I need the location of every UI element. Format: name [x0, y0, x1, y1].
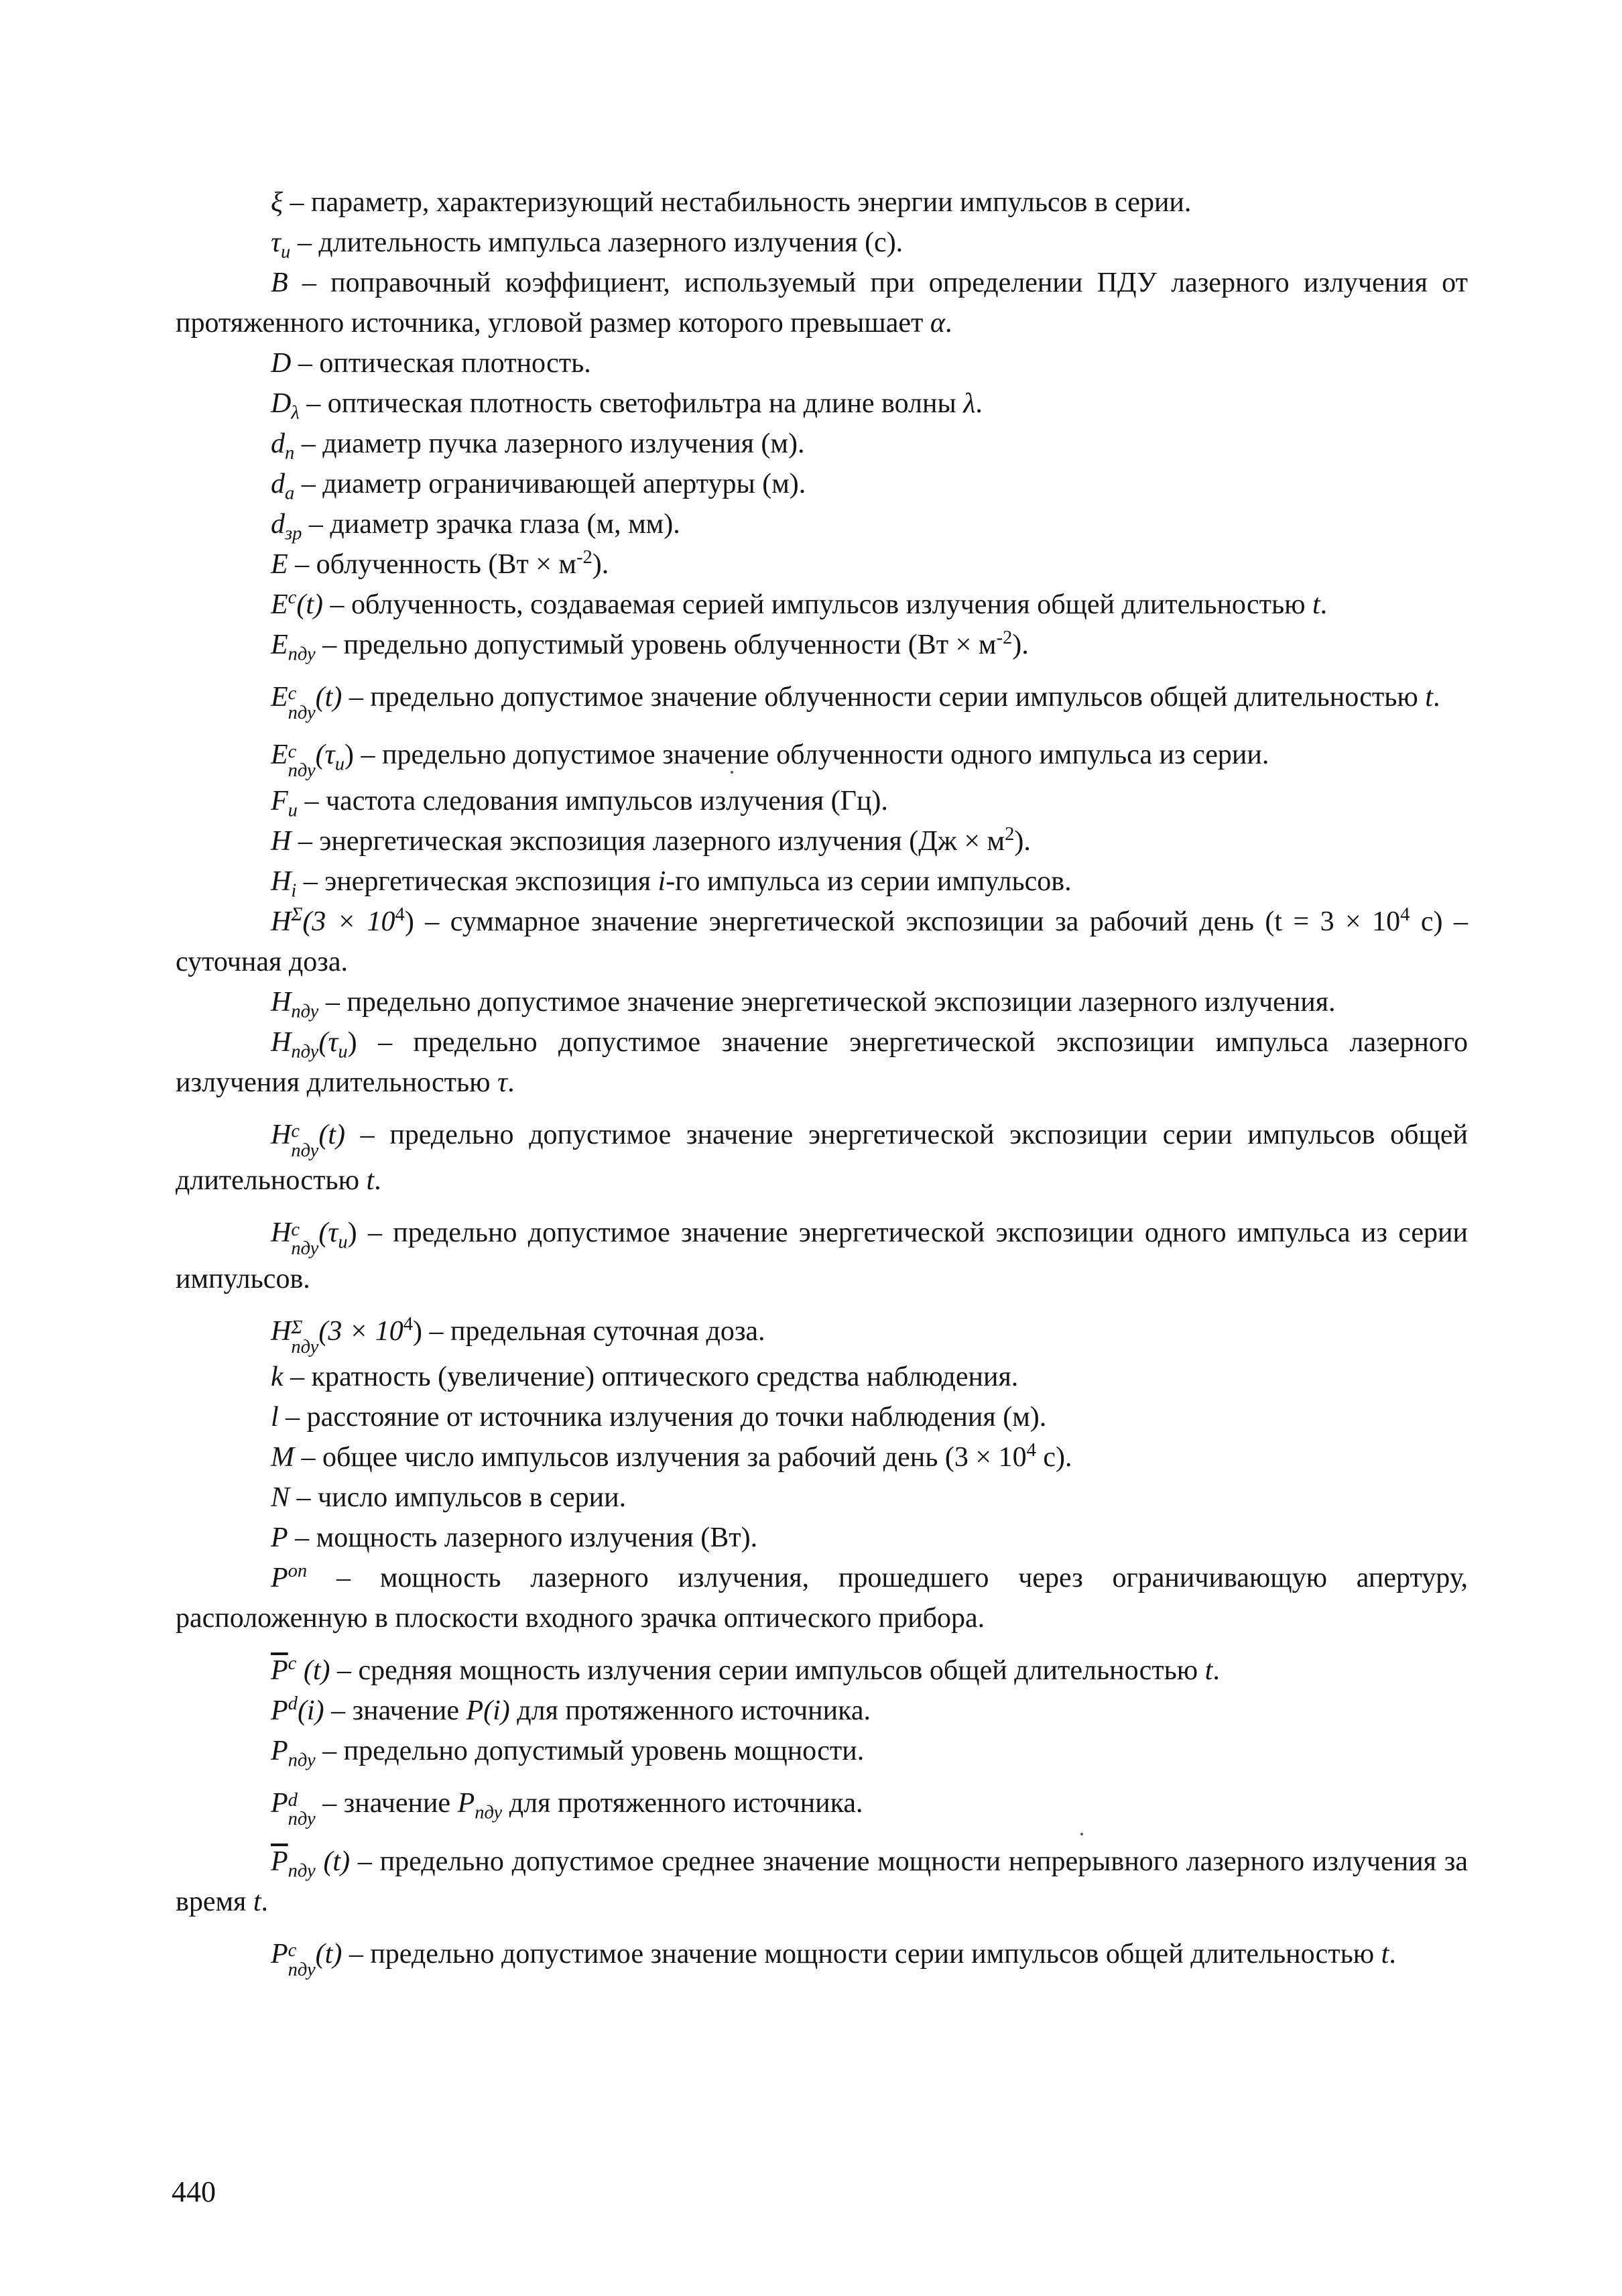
symbol-subscript: пду: [288, 760, 316, 782]
unit-exponent: 4: [1026, 1440, 1036, 1461]
symbol-subscript: i: [291, 880, 297, 902]
argument-subscript: и: [334, 753, 345, 775]
entry-definition: – частота следования импульсов излучения (Гц).: [297, 785, 888, 817]
symbol-subscript: пду: [291, 1336, 319, 1357]
entry-symbol: P: [271, 1736, 288, 1767]
entry-definition: – предельно допустимый уровень облученности (Вт × м: [315, 629, 997, 660]
entry-symbol: P: [271, 1563, 288, 1594]
symbol-subscript: пду: [288, 1860, 316, 1882]
symbol-indices: [291, 1122, 318, 1160]
definition-end: .: [261, 1886, 269, 1917]
inline-symbol: P(i): [466, 1695, 510, 1727]
entry-symbol: E: [271, 739, 288, 771]
symbol-indices: [288, 684, 316, 723]
entry-symbol: H: [271, 1217, 292, 1249]
glossary-entry: [176, 1518, 1468, 1558]
glossary-entry: [176, 1783, 1468, 1829]
entry-symbol: d: [271, 509, 285, 540]
symbol-subscript: пду: [288, 1750, 316, 1771]
entry-definition: – поправочный коэффициент, используемый при определении ПДУ лазерного излучения от протяженного источника, угловой размер которого превышает: [176, 267, 1468, 339]
symbols-glossary: [176, 182, 1468, 1980]
symbol-subscript: п: [285, 442, 295, 464]
entry-definition: – длительность импульса лазерного излучения (с).: [290, 227, 903, 258]
glossary-entry: [176, 1311, 1468, 1357]
definition-end: ).: [1012, 629, 1029, 660]
argument-superscript: 4: [403, 1313, 413, 1335]
entry-definition: – диаметр пучка лазерного излучения (м).: [294, 428, 805, 459]
glossary-entry: [176, 544, 1468, 585]
entry-symbol: H: [271, 1315, 292, 1347]
argument-subscript: и: [338, 1231, 348, 1253]
entry-definition: – предельно допустимое значение мощности серии импульсов общей длительностью: [342, 1938, 1381, 1970]
entry-definition: – оптическая плотность светофильтра на длине волны: [299, 388, 964, 419]
entry-symbol: N: [271, 1482, 290, 1514]
glossary-entry: [176, 1213, 1468, 1298]
inline-symbol: t: [1204, 1655, 1213, 1687]
entry-symbol: τ: [271, 227, 282, 258]
definition-end: с).: [1036, 1442, 1072, 1473]
inline-symbol: t: [366, 1165, 375, 1197]
entry-spacing: [176, 1922, 1468, 1934]
entry-definition: – облученность, создаваемая серией импульсов излучения общей длительностью: [322, 589, 1312, 620]
glossary-entry: [176, 735, 1468, 780]
symbol-superscript: c: [291, 1219, 300, 1240]
entry-definition: – диаметр зрачка глаза (м, мм).: [302, 509, 680, 540]
entry-symbol: H: [271, 1119, 292, 1150]
entry-definition: – оптическая плотность.: [291, 348, 591, 379]
inline-symbol: t: [253, 1886, 261, 1917]
symbol-argument: (t): [296, 589, 323, 620]
argument-subscript: и: [338, 1041, 348, 1063]
entry-symbol: H: [271, 906, 292, 937]
entry-spacing: [176, 665, 1468, 677]
argument-superscript: 4: [395, 904, 405, 925]
glossary-entry: [176, 1115, 1468, 1201]
entry-definition: – мощность лазерного излучения, прошедшего через ограничивающую апертуру, расположенную в плоскости входного зрачка оптического прибора.: [176, 1563, 1468, 1634]
symbol-subscript: и: [281, 241, 291, 263]
symbol-subscript: пду: [291, 1041, 319, 1063]
page-number: 440: [172, 2175, 216, 2208]
entry-symbol: D: [271, 388, 292, 419]
symbol-subscript: пду: [288, 1959, 316, 1980]
glossary-entry: [176, 182, 1468, 223]
entry-symbol: E: [271, 629, 288, 660]
symbol-subscript: пду: [288, 1809, 316, 1830]
symbol-superscript: c: [288, 1940, 297, 1961]
glossary-entry: [176, 1397, 1468, 1437]
symbol-superscript: d: [288, 1693, 298, 1715]
glossary-entry: [176, 1477, 1468, 1518]
definition-end: .: [975, 388, 983, 419]
entry-definition: – предельно допустимое значение облученности одного импульса из серии.: [353, 739, 1269, 771]
glossary-entry: [176, 1731, 1468, 1771]
entry-definition: – средняя мощность излучения серии импульсов общей длительностью: [330, 1655, 1205, 1687]
symbol-subscript: пду: [291, 1140, 319, 1161]
symbol-indices: [291, 1221, 318, 1259]
definition-end: .: [1320, 589, 1328, 620]
definition-end: .: [507, 1067, 515, 1098]
entry-definition: – параметр, характеризующий нестабильность энергии импульсов в серии.: [283, 187, 1192, 218]
entry-symbol: E: [271, 549, 288, 580]
definition-end: для протяженного источника.: [509, 1695, 871, 1727]
glossary-entry: [176, 1022, 1468, 1103]
entry-definition: – предельно допустимое среднее значение мощности непрерывного лазерного излучения за время: [176, 1846, 1468, 1917]
entry-definition: – мощность лазерного излучения (Вт).: [288, 1522, 758, 1554]
symbol-subscript: a: [285, 483, 295, 504]
glossary-entry: [176, 1691, 1468, 1731]
glossary-entry: [176, 464, 1468, 504]
entry-symbol: $\overline{P}$: [271, 1846, 288, 1877]
definition-end: .: [944, 308, 952, 339]
glossary-entry: [176, 263, 1468, 343]
entry-symbol: d: [271, 428, 285, 459]
entry-definition: – предельно допустимое значение энергетической экспозиции серии импульсов общей длительностью: [176, 1119, 1468, 1197]
symbol-subscript: пду: [288, 644, 316, 665]
entry-symbol: B: [271, 267, 288, 298]
glossary-entry: [176, 585, 1468, 625]
glossary-entry: [176, 861, 1468, 902]
scan-speck: [1080, 1833, 1083, 1835]
entry-definition: – предельно допустимое значение энергетической экспозиции лазерного излучения.: [318, 986, 1336, 1018]
symbol-superscript: c: [288, 587, 297, 608]
argument-close: ): [404, 906, 414, 937]
symbol-argument: (t): [296, 1655, 330, 1687]
entry-symbol: l: [271, 1402, 279, 1433]
entry-symbol: d: [271, 469, 285, 499]
entry-spacing: [176, 1201, 1468, 1213]
symbol-superscript: d: [288, 1789, 298, 1811]
entry-definition: – предельно допустимое значение энергетической экспозиции одного импульса из серии импульсов.: [176, 1217, 1468, 1294]
entry-definition: – диаметр ограничивающей апертуры (м).: [294, 469, 806, 499]
inline-symbol: t: [1312, 589, 1320, 620]
symbol-subscript: зр: [285, 523, 302, 544]
inline-symbol-subscript: пду: [475, 1802, 503, 1823]
glossary-entry: [176, 1558, 1468, 1638]
glossary-entry: [176, 821, 1468, 861]
entry-spacing: [176, 1829, 1468, 1841]
definition-end: -го импульса из серии импульсов.: [666, 865, 1072, 897]
glossary-entry: [176, 1841, 1468, 1922]
entry-symbol: H: [271, 1026, 292, 1058]
entry-definition: – значение: [324, 1695, 466, 1727]
entry-symbol: $\overline{P}$: [271, 1655, 288, 1687]
symbol-subscript: и: [288, 800, 298, 821]
entry-definition: – значение: [315, 1788, 458, 1819]
entry-definition: – предельно допустимое значение облученности серии импульсов общей длительностью: [342, 682, 1426, 713]
entry-symbol: ξ: [271, 187, 283, 218]
entry-symbol: D: [271, 348, 292, 379]
definition-end: ).: [592, 549, 609, 580]
glossary-entry: [176, 424, 1468, 464]
entry-spacing: [176, 723, 1468, 735]
inline-symbol: P: [457, 1788, 475, 1819]
entry-definition: – кратность (увеличение) оптического средства наблюдения.: [283, 1362, 1019, 1393]
glossary-entry: [176, 504, 1468, 544]
symbol-subscript: λ: [291, 402, 300, 424]
argument-close: ): [412, 1315, 422, 1347]
argument-close: ): [347, 1217, 357, 1249]
inline-symbol: t: [1425, 682, 1433, 713]
symbol-subscript: пду: [291, 1238, 319, 1260]
entry-symbol: P: [271, 1695, 288, 1727]
entry-definition: – облученность (Вт × м: [288, 549, 576, 580]
symbol-argument: (τ: [318, 1026, 338, 1058]
symbol-argument: (3 × 10: [318, 1315, 403, 1347]
symbol-argument: (t): [315, 682, 342, 713]
entry-symbol: H: [271, 865, 292, 897]
entry-definition: – предельно допустимый уровень мощности.: [315, 1736, 865, 1767]
inline-symbol: τ: [497, 1067, 508, 1098]
entry-symbol: M: [271, 1442, 294, 1473]
entry-definition: – энергетическая экспозиция лазерного излучения (Дж × м: [291, 825, 1005, 857]
symbol-superscript: Σ: [291, 904, 303, 925]
entry-symbol: E: [271, 682, 288, 713]
symbol-argument: (t): [315, 1938, 342, 1970]
entry-definition: – общее число импульсов излучения за рабочий день (3 × 10: [294, 1442, 1027, 1473]
entry-definition: – предельно допустимое значение энергетической экспозиции импульса лазерного излучения длительностью: [176, 1026, 1468, 1098]
symbol-superscript: c: [288, 1653, 297, 1675]
entry-spacing: [176, 1638, 1468, 1650]
definition-end: .: [1432, 682, 1440, 713]
argument-close: ): [344, 739, 354, 771]
symbol-indices: [288, 1791, 316, 1829]
glossary-entry: [176, 223, 1468, 263]
entry-definition: – суммарное значение энергетической экспозиции за рабочий день (t = 3 × 10: [414, 906, 1401, 937]
entry-spacing: [176, 1299, 1468, 1311]
symbol-argument: (3 × 10: [302, 906, 395, 937]
entry-spacing: [176, 1771, 1468, 1783]
symbol-superscript: c: [288, 741, 297, 762]
unit-exponent: 4: [1400, 904, 1410, 925]
entry-symbol: E: [271, 589, 288, 620]
entry-definition: – число импульсов в серии.: [290, 1482, 627, 1514]
definition-end: .: [374, 1165, 381, 1197]
symbol-argument: (τ: [318, 1217, 338, 1249]
symbol-superscript: c: [291, 1121, 300, 1142]
definition-end: ).: [1014, 825, 1031, 857]
symbol-argument: (τ: [315, 739, 335, 771]
symbol-subscript: пду: [288, 702, 316, 723]
symbol-superscript: Σ: [291, 1317, 303, 1339]
inline-symbol: λ: [963, 388, 976, 419]
entry-symbol: P: [271, 1788, 288, 1819]
argument-close: ): [347, 1026, 357, 1058]
symbol-argument: (t): [318, 1119, 346, 1150]
symbol-superscript: c: [288, 683, 297, 705]
glossary-entry: [176, 1357, 1468, 1397]
entry-symbol: P: [271, 1938, 288, 1970]
symbol-indices: [288, 1941, 316, 1980]
symbol-indices: [291, 1319, 318, 1357]
entry-symbol: k: [271, 1362, 284, 1393]
symbol-superscript: оп: [288, 1561, 308, 1582]
glossary-entry: [176, 383, 1468, 424]
entry-definition: – предельная суточная доза.: [422, 1315, 765, 1347]
glossary-entry: [176, 1437, 1468, 1477]
symbol-argument: (i): [297, 1695, 324, 1727]
unit-exponent: -2: [996, 627, 1013, 648]
inline-symbol: t: [1381, 1938, 1389, 1970]
symbol-argument: (t): [315, 1846, 351, 1877]
unit-exponent: 2: [1005, 823, 1015, 845]
inline-symbol: i: [658, 865, 666, 897]
entry-symbol: H: [271, 825, 292, 857]
glossary-entry: [176, 677, 1468, 723]
entry-definition: – расстояние от источника излучения до точки наблюдения (м).: [278, 1402, 1047, 1433]
symbol-subscript: пду: [291, 1001, 319, 1022]
glossary-entry: [176, 343, 1468, 383]
glossary-entry: [176, 781, 1468, 821]
entry-spacing: [176, 1103, 1468, 1115]
definition-end: с) – суточная доза.: [176, 906, 1468, 977]
glossary-entry: [176, 625, 1468, 665]
entry-symbol: H: [271, 986, 292, 1018]
glossary-entry: [176, 982, 1468, 1022]
unit-exponent: -2: [576, 547, 592, 568]
glossary-entry: [176, 1650, 1468, 1691]
scan-speck: [731, 771, 733, 774]
entry-symbol: P: [271, 1522, 288, 1554]
entry-symbol: F: [271, 785, 288, 817]
definition-end: для протяженного источника.: [502, 1788, 863, 1819]
entry-definition: – энергетическая экспозиция: [296, 865, 658, 897]
symbol-indices: [288, 743, 316, 781]
definition-end: .: [1389, 1938, 1396, 1970]
definition-end: .: [1212, 1655, 1220, 1687]
inline-symbol: α: [930, 308, 945, 339]
glossary-entry: [176, 1934, 1468, 1980]
glossary-entry: [176, 902, 1468, 982]
